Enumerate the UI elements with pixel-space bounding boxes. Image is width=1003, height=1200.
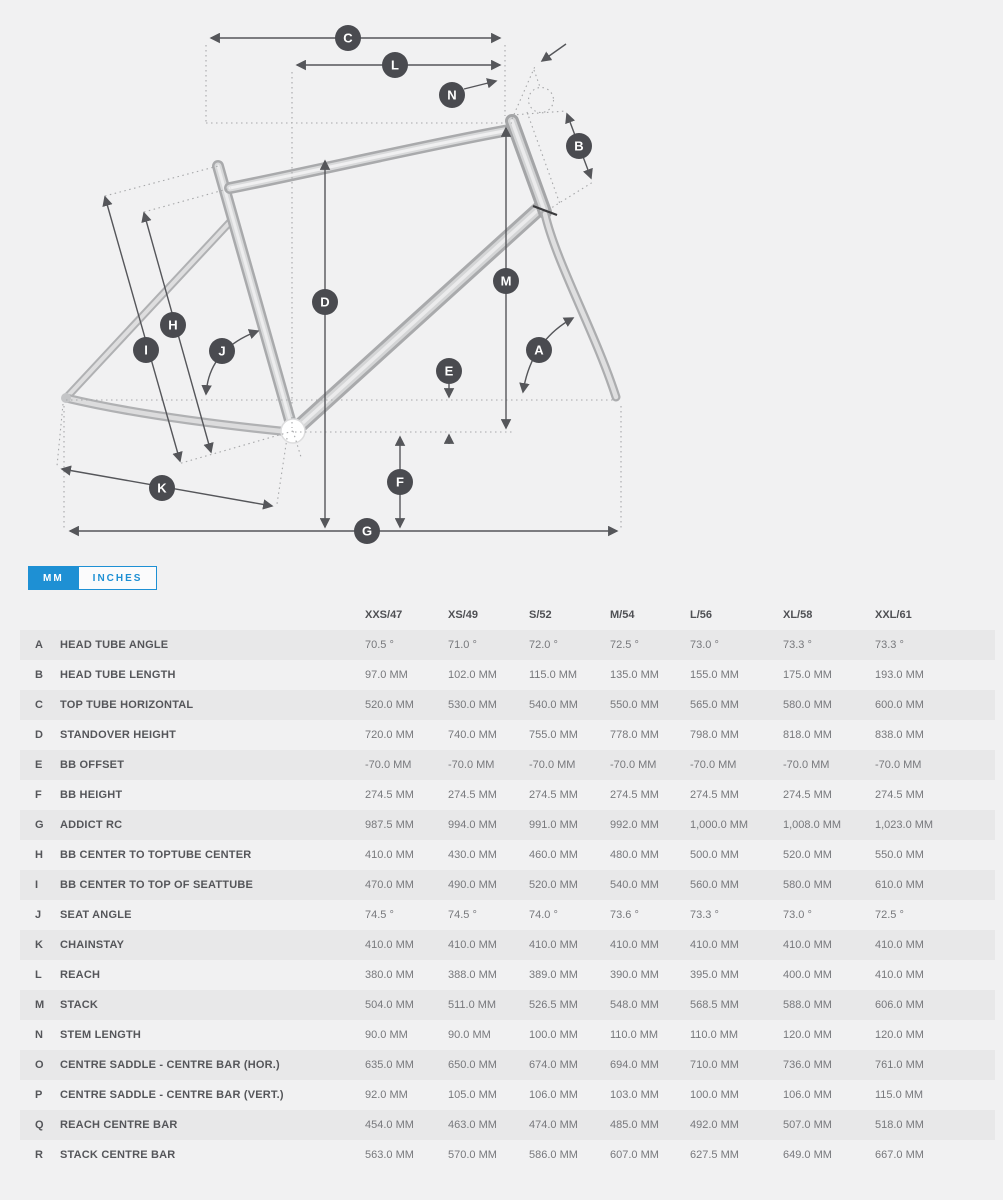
row-value: 550.0 MM (875, 849, 924, 861)
row-letter: F (35, 789, 42, 801)
row-value: 100.0 MM (690, 1089, 739, 1101)
row-value: 586.0 MM (529, 1149, 578, 1161)
row-label: ADDICT RC (60, 819, 123, 831)
table-row (20, 900, 995, 930)
dimension-label-C (335, 25, 361, 51)
dimension-label-D (312, 289, 338, 315)
svg-text:D: D (320, 294, 330, 310)
row-letter: I (35, 879, 39, 891)
row-label: BB CENTER TO TOPTUBE CENTER (60, 849, 252, 861)
table-row (20, 660, 995, 690)
row-letter: A (35, 639, 43, 651)
svg-text:B: B (574, 138, 584, 154)
row-value: 100.0 MM (529, 1029, 578, 1041)
size-column-header: XXS/47 (365, 609, 403, 621)
row-value: 72.0 ° (529, 639, 558, 651)
row-value: -70.0 MM (365, 759, 412, 771)
header-letter-spacer (20, 600, 60, 630)
row-value: 607.0 MM (610, 1149, 659, 1161)
table-row (20, 810, 995, 840)
row-value: -70.0 MM (529, 759, 576, 771)
row-value: 627.5 MM (690, 1149, 739, 1161)
dimension-lines (62, 38, 617, 531)
row-value: 400.0 MM (783, 969, 832, 981)
svg-text:I: I (144, 342, 148, 358)
dim-J-seat-angle-arc (206, 331, 258, 394)
row-value: 568.5 MM (690, 999, 739, 1011)
row-value: 410.0 MM (875, 939, 924, 951)
row-value: 430.0 MM (448, 849, 497, 861)
row-letter: G (35, 819, 44, 831)
row-value: -70.0 MM (875, 759, 922, 771)
row-value: 548.0 MM (610, 999, 659, 1011)
row-value: 480.0 MM (610, 849, 659, 861)
construction-lines (57, 45, 621, 528)
row-value: 580.0 MM (783, 699, 832, 711)
row-value: 511.0 MM (448, 999, 497, 1011)
mm-toggle-button[interactable]: MM (28, 566, 79, 590)
dimension-label-B (566, 133, 592, 159)
row-value: 1,023.0 MM (875, 819, 934, 831)
row-value: 755.0 MM (529, 729, 578, 741)
row-value: -70.0 MM (783, 759, 830, 771)
row-label: BB HEIGHT (60, 789, 123, 801)
table-row (20, 780, 995, 810)
row-value: 740.0 MM (448, 729, 497, 741)
row-value: 761.0 MM (875, 1059, 924, 1071)
row-value: 410.0 MM (448, 939, 497, 951)
row-value: 470.0 MM (365, 879, 414, 891)
row-value: 563.0 MM (365, 1149, 414, 1161)
row-value: 90.0 MM (448, 1029, 491, 1041)
row-value: 518.0 MM (875, 1119, 924, 1131)
row-value: 560.0 MM (690, 879, 739, 891)
row-value: 580.0 MM (783, 879, 832, 891)
row-value: 1,000.0 MM (690, 819, 749, 831)
row-letter: M (35, 999, 45, 1011)
size-column-header: M/54 (610, 609, 635, 621)
geometry-table (20, 600, 995, 1170)
row-value: 570.0 MM (448, 1149, 497, 1161)
row-value: 103.0 MM (610, 1089, 659, 1101)
table-row (20, 840, 995, 870)
row-value: 540.0 MM (610, 879, 659, 891)
row-value: 106.0 MM (783, 1089, 832, 1101)
row-value: 72.5 ° (875, 909, 904, 921)
row-label: CHAINSTAY (60, 939, 125, 951)
row-letter: N (35, 1029, 43, 1041)
row-value: 667.0 MM (875, 1149, 924, 1161)
dimension-label-K (149, 475, 175, 501)
row-value: 492.0 MM (690, 1119, 739, 1131)
row-value: 610.0 MM (875, 879, 924, 891)
row-label: CENTRE SADDLE - CENTRE BAR (VERT.) (60, 1089, 284, 1101)
row-value: 410.0 MM (365, 849, 414, 861)
row-value: 649.0 MM (783, 1149, 832, 1161)
row-value: 72.5 ° (610, 639, 639, 651)
row-value: 92.0 MM (365, 1089, 408, 1101)
dimension-label-H (160, 312, 186, 338)
row-value: 74.5 ° (448, 909, 477, 921)
row-value: 520.0 MM (529, 879, 578, 891)
row-label: STANDOVER HEIGHT (60, 729, 177, 741)
row-value: 90.0 MM (365, 1029, 408, 1041)
row-value: 588.0 MM (783, 999, 832, 1011)
row-value: 710.0 MM (690, 1059, 739, 1071)
row-value: 175.0 MM (783, 669, 832, 681)
size-column-header: XXL/61 (875, 609, 912, 621)
row-letter: Q (35, 1119, 44, 1131)
row-value: 454.0 MM (365, 1119, 414, 1131)
units-toggle (28, 566, 157, 590)
row-value: 520.0 MM (783, 849, 832, 861)
row-value: 120.0 MM (783, 1029, 832, 1041)
row-value: 97.0 MM (365, 669, 408, 681)
row-value: 600.0 MM (875, 699, 924, 711)
row-value: 73.3 ° (783, 639, 812, 651)
row-value: 110.0 MM (610, 1029, 659, 1041)
row-value: 105.0 MM (448, 1089, 497, 1101)
row-value: 70.5 ° (365, 639, 394, 651)
dim-stem-top-arrow (542, 44, 566, 61)
table-row (20, 930, 995, 960)
svg-text:L: L (391, 57, 399, 73)
row-value: 115.0 MM (875, 1089, 924, 1101)
row-label: HEAD TUBE ANGLE (60, 639, 169, 651)
table-row (20, 1020, 995, 1050)
row-value: 650.0 MM (448, 1059, 497, 1071)
row-value: 395.0 MM (690, 969, 739, 981)
row-value: 388.0 MM (448, 969, 497, 981)
row-value: 992.0 MM (610, 819, 659, 831)
frame-geometry-diagram (0, 0, 1003, 560)
row-value: 507.0 MM (783, 1119, 832, 1131)
dimension-label-J (209, 338, 235, 364)
svg-text:A: A (534, 342, 544, 358)
row-value: -70.0 MM (448, 759, 495, 771)
row-value: 838.0 MM (875, 729, 924, 741)
table-row (20, 1140, 995, 1170)
row-value: 463.0 MM (448, 1119, 497, 1131)
row-label: STACK CENTRE BAR (60, 1149, 176, 1161)
row-letter: K (35, 939, 43, 951)
table-row (20, 870, 995, 900)
svg-text:N: N (447, 87, 457, 103)
table-row (20, 1080, 995, 1110)
svg-text:C: C (343, 30, 353, 46)
row-value: 994.0 MM (448, 819, 497, 831)
row-label: REACH (60, 969, 101, 981)
row-value: 778.0 MM (610, 729, 659, 741)
table-row (20, 1050, 995, 1080)
row-value: 73.3 ° (875, 639, 904, 651)
size-column-header: XS/49 (448, 609, 478, 621)
row-value: -70.0 MM (690, 759, 737, 771)
row-value: 474.0 MM (529, 1119, 578, 1131)
dimension-label-L (382, 52, 408, 78)
row-value: 115.0 MM (529, 669, 578, 681)
row-value: 530.0 MM (448, 699, 497, 711)
table-row (20, 750, 995, 780)
row-value: 274.5 MM (875, 789, 924, 801)
row-letter: E (35, 759, 43, 771)
row-value: 274.5 MM (529, 789, 578, 801)
row-value: 490.0 MM (448, 879, 497, 891)
svg-text:J: J (218, 343, 226, 359)
row-value: 102.0 MM (448, 669, 497, 681)
row-label: BB OFFSET (60, 759, 125, 771)
row-letter: B (35, 669, 43, 681)
header-label-spacer (60, 600, 365, 630)
table-row (20, 990, 995, 1020)
table-header-row (20, 600, 995, 630)
handlebar-reference-circle (529, 88, 554, 113)
svg-text:K: K (157, 480, 167, 496)
row-value: 106.0 MM (529, 1089, 578, 1101)
row-value: 380.0 MM (365, 969, 414, 981)
table-row (20, 1110, 995, 1140)
row-value: 410.0 MM (690, 939, 739, 951)
row-value: 818.0 MM (783, 729, 832, 741)
row-value: 274.5 MM (610, 789, 659, 801)
dimension-label-G (354, 518, 380, 544)
row-letter: J (35, 909, 42, 921)
row-value: 155.0 MM (690, 669, 739, 681)
row-value: -70.0 MM (610, 759, 657, 771)
row-value: 274.5 MM (690, 789, 739, 801)
row-value: 120.0 MM (875, 1029, 924, 1041)
row-value: 550.0 MM (610, 699, 659, 711)
row-label: HEAD TUBE LENGTH (60, 669, 176, 681)
row-value: 504.0 MM (365, 999, 414, 1011)
row-value: 410.0 MM (365, 939, 414, 951)
row-value: 135.0 MM (610, 669, 659, 681)
table-row (20, 630, 995, 660)
row-value: 565.0 MM (690, 699, 739, 711)
row-value: 73.3 ° (690, 909, 719, 921)
dimension-label-F (387, 469, 413, 495)
row-value: 110.0 MM (690, 1029, 739, 1041)
row-letter: R (35, 1149, 43, 1161)
row-value: 74.5 ° (365, 909, 394, 921)
row-label: SEAT ANGLE (60, 909, 132, 921)
row-value: 410.0 MM (783, 939, 832, 951)
row-value: 635.0 MM (365, 1059, 414, 1071)
row-value: 1,008.0 MM (783, 819, 842, 831)
row-value: 798.0 MM (690, 729, 739, 741)
row-letter: L (35, 969, 42, 981)
row-value: 500.0 MM (690, 849, 739, 861)
row-value: 520.0 MM (365, 699, 414, 711)
row-value: 694.0 MM (610, 1059, 659, 1071)
row-value: 410.0 MM (610, 939, 659, 951)
row-value: 274.5 MM (365, 789, 414, 801)
size-column-header: S/52 (529, 609, 552, 621)
row-label: CENTRE SADDLE - CENTRE BAR (HOR.) (60, 1059, 280, 1071)
row-letter: O (35, 1059, 44, 1071)
svg-text:G: G (361, 523, 373, 539)
row-value: 73.0 ° (783, 909, 812, 921)
bike-frame-illustration (61, 121, 616, 443)
row-value: 736.0 MM (783, 1059, 832, 1071)
row-value: 526.5 MM (529, 999, 578, 1011)
row-letter: C (35, 699, 43, 711)
row-value: 71.0 ° (448, 639, 477, 651)
row-value: 540.0 MM (529, 699, 578, 711)
dimension-label-M (493, 268, 519, 294)
row-label: STEM LENGTH (60, 1029, 142, 1041)
svg-text:F: F (396, 474, 404, 490)
svg-text:H: H (168, 317, 178, 333)
row-value: 274.5 MM (448, 789, 497, 801)
inches-toggle-button[interactable]: INCHES (79, 566, 158, 590)
svg-text:E: E (444, 363, 454, 379)
svg-text:M: M (500, 273, 512, 289)
dimension-label-I (133, 337, 159, 363)
row-letter: D (35, 729, 43, 741)
row-value: 389.0 MM (529, 969, 578, 981)
row-value: 460.0 MM (529, 849, 578, 861)
dimension-label-A (526, 337, 552, 363)
row-label: TOP TUBE HORIZONTAL (60, 699, 194, 711)
row-value: 73.0 ° (690, 639, 719, 651)
row-label: STACK (60, 999, 99, 1011)
row-value: 410.0 MM (875, 969, 924, 981)
row-value: 674.0 MM (529, 1059, 578, 1071)
row-value: 991.0 MM (529, 819, 578, 831)
row-label: BB CENTER TO TOP OF SEATTUBE (60, 879, 254, 891)
size-column-header: L/56 (690, 609, 713, 621)
row-value: 274.5 MM (783, 789, 832, 801)
row-value: 606.0 MM (875, 999, 924, 1011)
row-value: 193.0 MM (875, 669, 924, 681)
dimension-label-N (439, 82, 465, 108)
row-letter: P (35, 1089, 43, 1101)
table-row (20, 690, 995, 720)
table-row (20, 960, 995, 990)
row-label: REACH CENTRE BAR (60, 1119, 178, 1131)
size-column-header: XL/58 (783, 609, 813, 621)
row-letter: H (35, 849, 43, 861)
row-value: 410.0 MM (529, 939, 578, 951)
rear-dropout (61, 393, 71, 403)
row-value: 987.5 MM (365, 819, 414, 831)
row-value: 720.0 MM (365, 729, 414, 741)
row-value: 390.0 MM (610, 969, 659, 981)
dim-N-stem-arrow (464, 81, 496, 89)
row-value: 485.0 MM (610, 1119, 659, 1131)
row-value: 73.6 ° (610, 909, 639, 921)
dimension-label-E (436, 358, 462, 384)
row-value: 74.0 ° (529, 909, 558, 921)
table-row (20, 720, 995, 750)
